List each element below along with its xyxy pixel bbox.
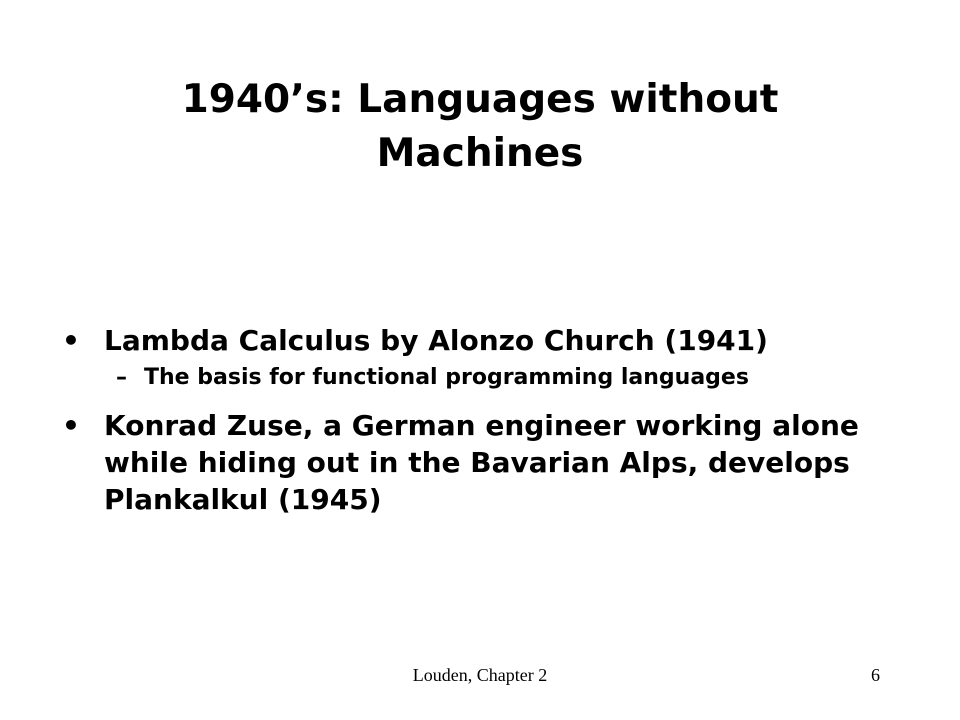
bullet-item bbox=[62, 322, 902, 359]
bullet-marker: • bbox=[62, 324, 80, 357]
sub-bullet-text: The basis for functional programming languages bbox=[144, 365, 749, 390]
slide-title: 1940’s: Languages without Machines bbox=[181, 77, 779, 176]
page-number: 6 bbox=[871, 665, 880, 685]
sub-bullet-item bbox=[62, 363, 902, 393]
bullet-marker: • bbox=[62, 409, 80, 442]
bullet-text: Lambda Calculus by Alonzo Church (1941) bbox=[104, 324, 768, 357]
sub-bullet-marker: – bbox=[116, 365, 127, 390]
bullet-text: Konrad Zuse, a German engineer working alone while hiding out in the Bavarian Alps, develops Plankalkul (1945) bbox=[104, 409, 859, 516]
bullet-list bbox=[62, 322, 902, 518]
footer-text: Louden, Chapter 2 bbox=[412, 665, 548, 685]
bullet-item bbox=[62, 407, 902, 518]
